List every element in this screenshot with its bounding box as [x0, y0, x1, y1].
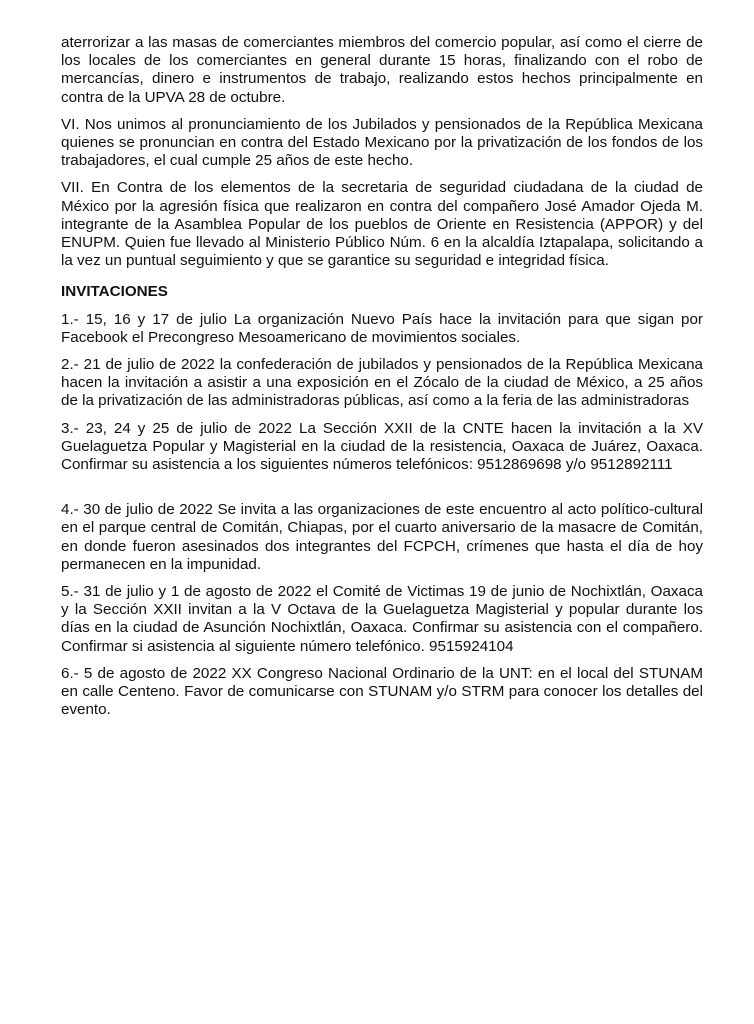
point-vi-paragraph: VI. Nos unimos al pronunciamiento de los Jubilados y pensionados de la República Mexicana quienes se pronuncian en contra del Estado Mexicano por la privatización de los fondos de los trabajadores, el cual cumple 25 años de este hecho. — [61, 115, 703, 170]
invitation-item-5: 5.- 31 de julio y 1 de agosto de 2022 el Comité de Victimas 19 de junio de Nochixtlán, Oaxaca y la Sección XXII invitan a la V Octava de la Guelaguetza Magisterial y popular durante los días en la ciudad de Asunción Nochixtlán, Oaxaca. Confirmar su asistencia con el compañero. Confirmar si asistencia al siguiente número telefónico. 9515924104 — [61, 583, 703, 655]
document-page — [61, 34, 703, 729]
invitation-item-6: 6.- 5 de agosto de 2022 XX Congreso Nacional Ordinario de la UNT: en el local del STUNAM en calle Centeno. Favor de comunicarse con STUNAM y/o STRM para conocer los detalles del evento. — [61, 664, 703, 719]
point-vii-paragraph: VII. En Contra de los elementos de la secretaria de seguridad ciudadana de la ciudad de México por la agresión física que realizaron en contra del compañero José Amador Ojeda M. integrante de la Asamblea Popular de los pueblos de Oriente en Resistencia (APPOR) y del ENUPM. Quien fue llevado al Ministerio Público Núm. 6 en la alcaldía Iztapalapa, solicitando a la vez un puntual seguimiento y que se garantice su seguridad e integridad física. — [61, 179, 703, 270]
blank-line-spacer — [61, 483, 703, 501]
invitation-item-1: 1.- 15, 16 y 17 de julio La organización Nuevo País hace la invitación para que sigan por Facebook el Precongreso Mesoamericano de movimientos sociales. — [61, 310, 703, 346]
invitations-heading: INVITACIONES — [61, 283, 168, 301]
invitation-item-3: 3.- 23, 24 y 25 de julio de 2022 La Sección XXII de la CNTE hacen la invitación a la XV Guelaguetza Popular y Magisterial en la ciudad de la resistencia, Oaxaca de Juárez, Oaxaca. Confirmar su asistencia a los siguientes números telefónicos: 9512869698 y/o 9512892111 — [61, 419, 703, 474]
intro-paragraph: aterrorizar a las masas de comerciantes miembros del comercio popular, así como el cierre de los locales de los comerciantes en general durante 15 horas, finalizando con el robo de mercancías, dinero e instrumentos de trabajo, realizando estos hechos principalmente en contra de la UPVA 28 de octubre. — [61, 34, 703, 106]
invitation-item-4: 4.- 30 de julio de 2022 Se invita a las organizaciones de este encuentro al acto político-cultural en el parque central de Comitán, Chiapas, por el cuarto aniversario de la masacre de Comitán, en donde fueron asesinados dos integrantes del FCPCH, crímenes que hasta el día de hoy permanecen en la impunidad. — [61, 501, 703, 573]
invitation-item-2: 2.- 21 de julio de 2022 la confederación de jubilados y pensionados de la República Mexicana hacen la invitación a asistir a una exposición en el Zócalo de la ciudad de México, a 25 años de la privatización de las administradoras públicas, así como a la feria de las administradoras — [61, 356, 703, 410]
